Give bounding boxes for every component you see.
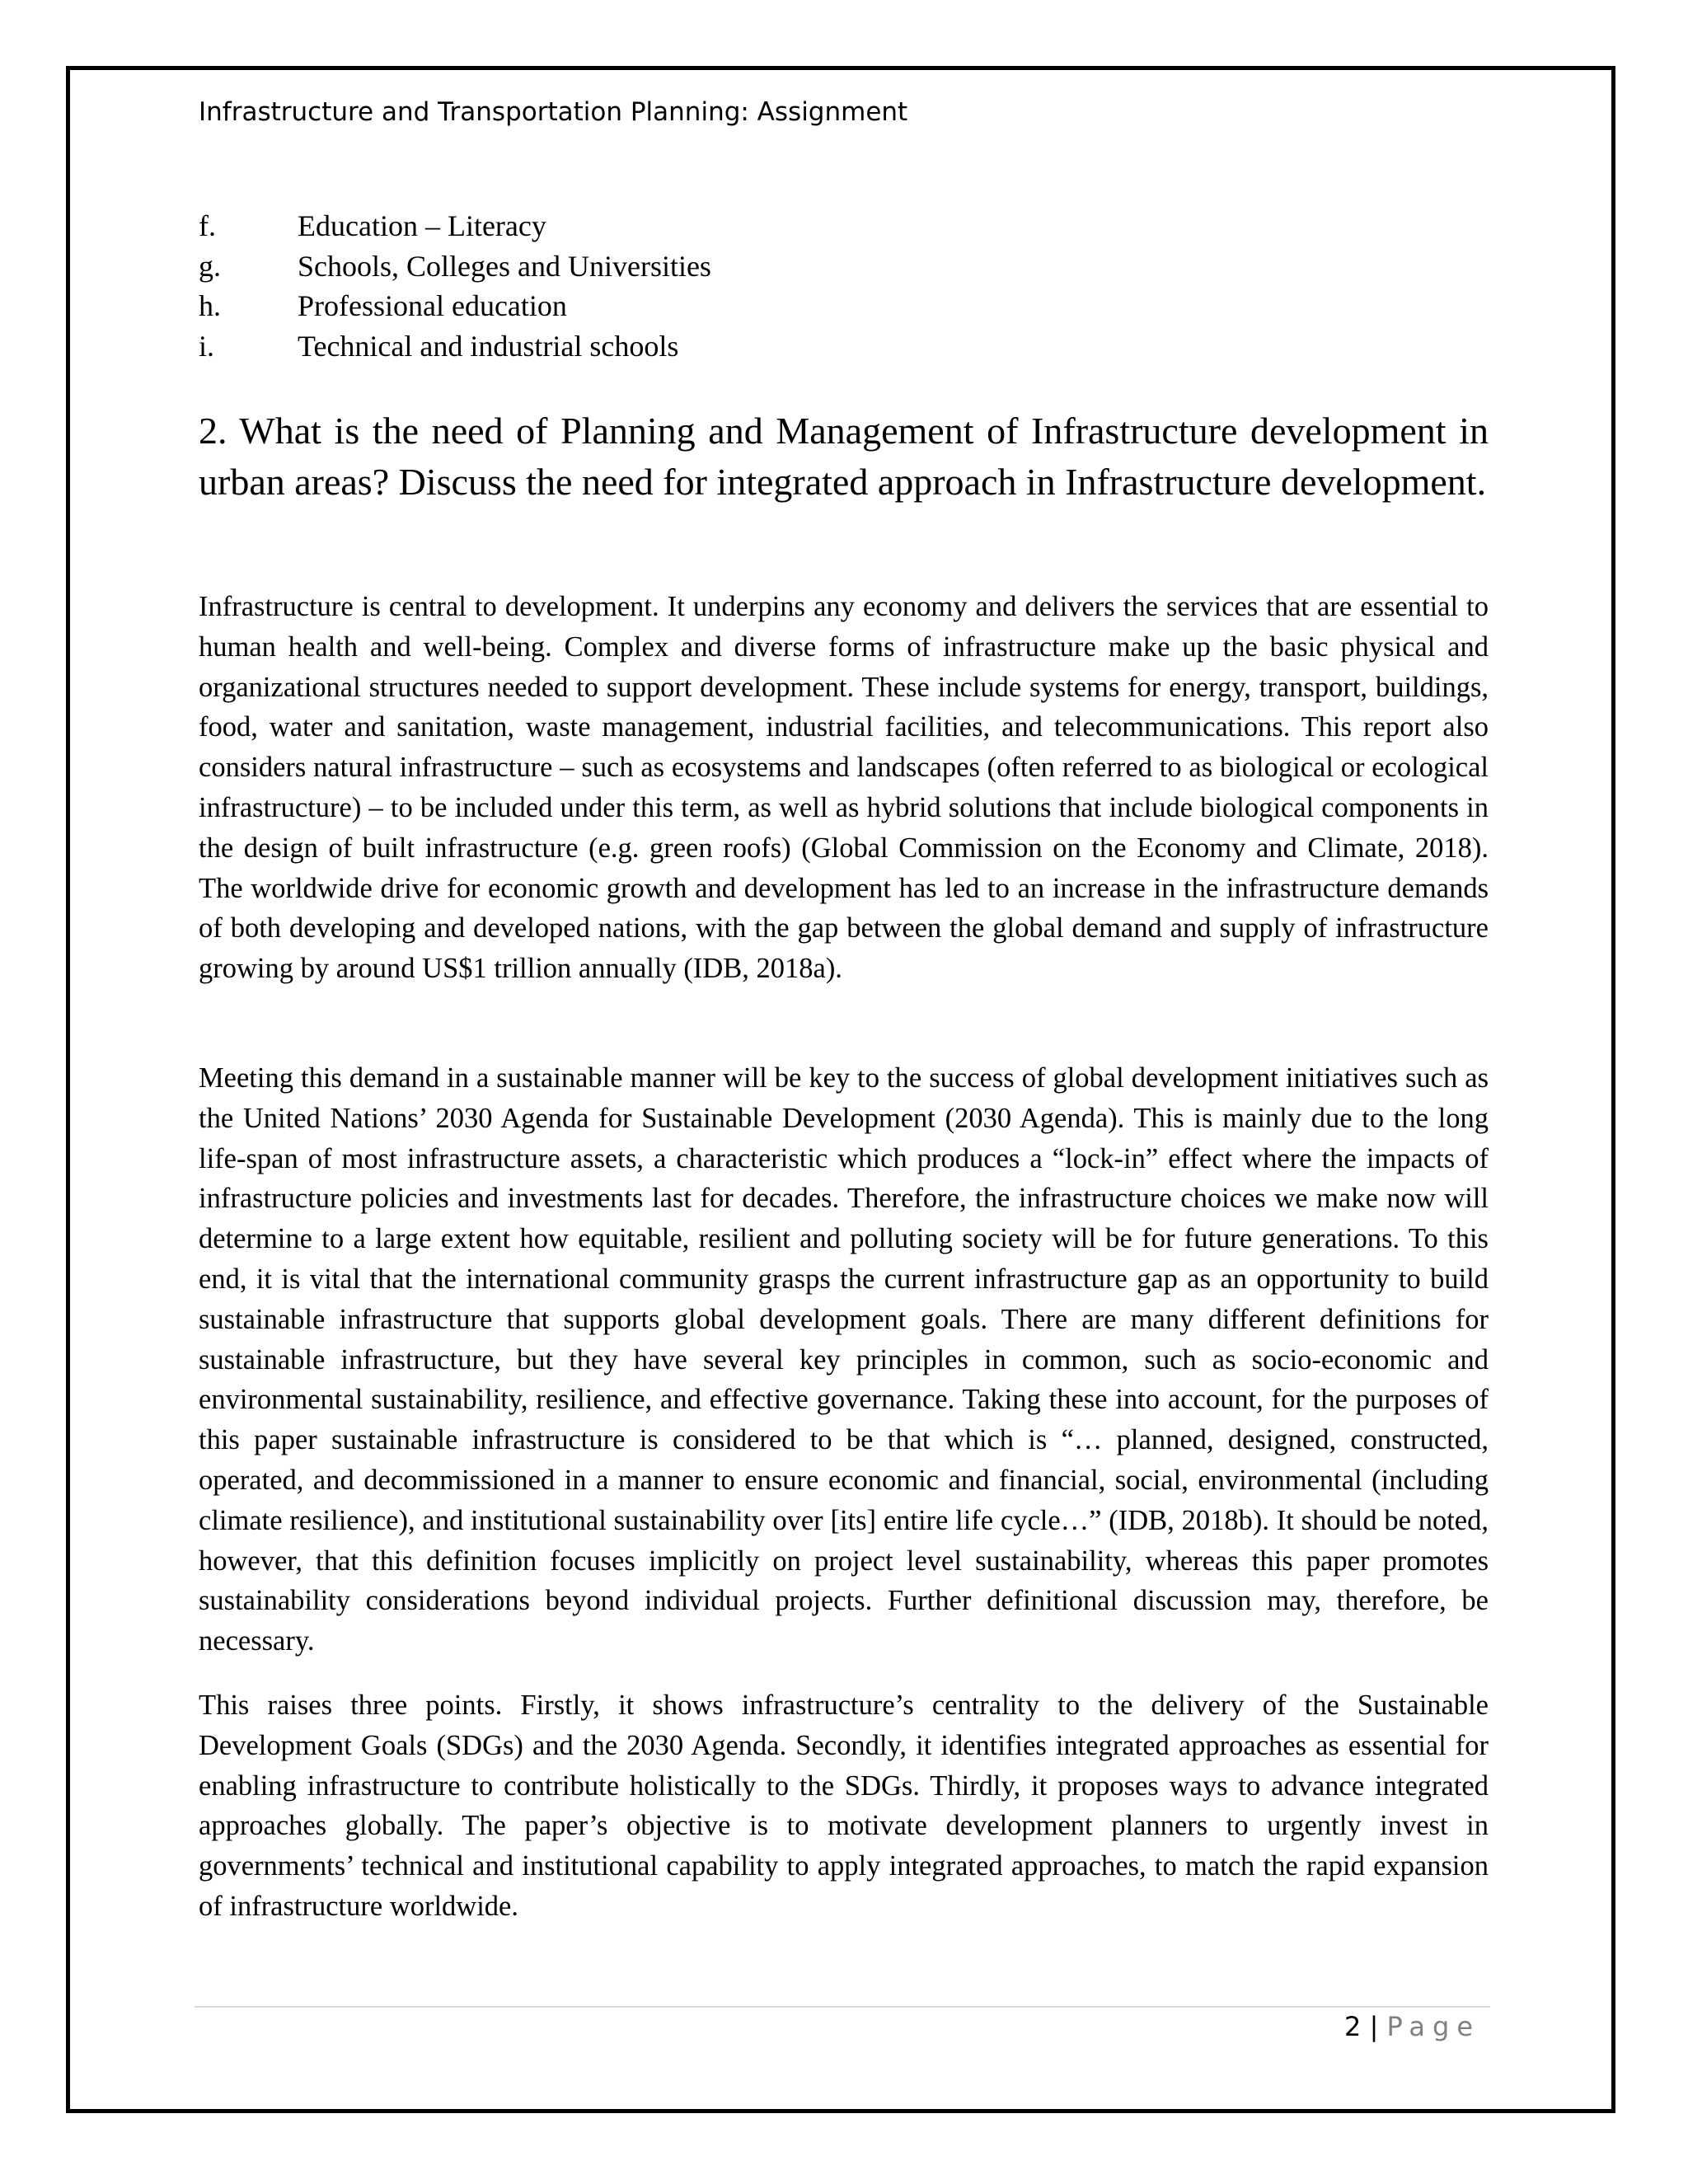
list-marker: h. [199,289,221,322]
body-paragraph-3: This raises three points. Firstly, it shows infrastructure’s centrality to the delivery of the Sustainable Development Goals (SDGs) and the 2030 Agenda. Secondly, it identifies integrated approaches as essential for enabling infrastructure to contribute holistically to the SDGs. Thirdly, it proposes ways to advance integrated approaches globally. The paper’s objective is to motivate development planners to urgently invest in governments’ technical and institutional capability to apply integrated approaches, to match the rapid expansion of infrastructure worldwide. [199,1690,1489,1922]
body-paragraph-2: Meeting this demand in a sustainable manner will be key to the success of global development initiatives such as the United Nations’ 2030 Agenda for Sustainable Development (2030 Agenda). This is mainly due to the long life-span of most infrastructure assets, a characteristic which produces a “lock-in” effect where the impacts of infrastructure policies and investments last for decades. Therefore, the infrastructure choices we make now will determine to a large extent how equitable, resilient and polluting society will be for future generations. To this end, it is vital that the international community grasps the current infrastructure gap as an opportunity to build sustainable infrastructure that supports global development goals. There are many different definitions for sustainable infrastructure, but they have several key principles in common, such as socio-economic and environmental sustainability, resilience, and effective governance. Taking these into account, for the purposes of this paper sustainable infrastructure is considered to be that which is “… planned, designed, constructed, operated, and decommissioned in a manner to ensure economic and financial, social, environmental (including climate resilience), and institutional sustainability over [its] entire life cycle…” (IDB, 2018b). It should be noted, however, that this definition focuses implicitly on project level sustainability, whereas this paper promotes sustainability considerations beyond individual projects. Further definitional discussion may, therefore, be necessary. [199,1062,1489,1657]
list-marker: g. [199,249,221,283]
question-heading: 2. What is the need of Planning and Management of Infrastructure development in urban areas? Discuss the need for integrated approach in Infrastructure development. [199,410,1489,503]
page-number [1344,2011,1480,2042]
list-item-text: Education – Literacy [298,209,546,242]
list-item-text: Technical and industrial schools [298,329,679,363]
list-item [199,326,1484,367]
page-label: Page [1386,2011,1480,2042]
footer-divider [195,2006,1490,2008]
list-item [199,246,1484,287]
list-item [199,286,1484,326]
list-marker: i. [199,329,215,363]
list-item [199,206,1484,246]
page-number-separator: | [1369,2011,1379,2042]
sub-list [199,206,1484,366]
list-item-text: Schools, Colleges and Universities [298,249,711,283]
running-header: Infrastructure and Transportation Planning: Assignment [199,97,908,127]
list-item-text: Professional education [298,289,567,322]
list-marker: f. [199,209,216,242]
body-paragraph-1: Infrastructure is central to development. It underpins any economy and delivers the services that are essential to human health and well-being. Complex and diverse forms of infrastructure make up the basic physical and organizational structures needed to support development. These include systems for energy, transport, buildings, food, water and sanitation, waste management, industrial facilities, and telecommunications. This report also considers natural infrastructure – such as ecosystems and landscapes (often referred to as biological or ecological infrastructure) – to be included under this term, as well as hybrid solutions that include biological components in the design of built infrastructure (e.g. green roofs) (Global Commission on the Economy and Climate, 2018). The worldwide drive for economic growth and development has led to an increase in the infrastructure demands of both developing and developed nations, with the gap between the global demand and supply of infrastructure growing by around US$1 trillion annually (IDB, 2018a). [199,591,1489,985]
page-number-value: 2 [1344,2011,1362,2042]
